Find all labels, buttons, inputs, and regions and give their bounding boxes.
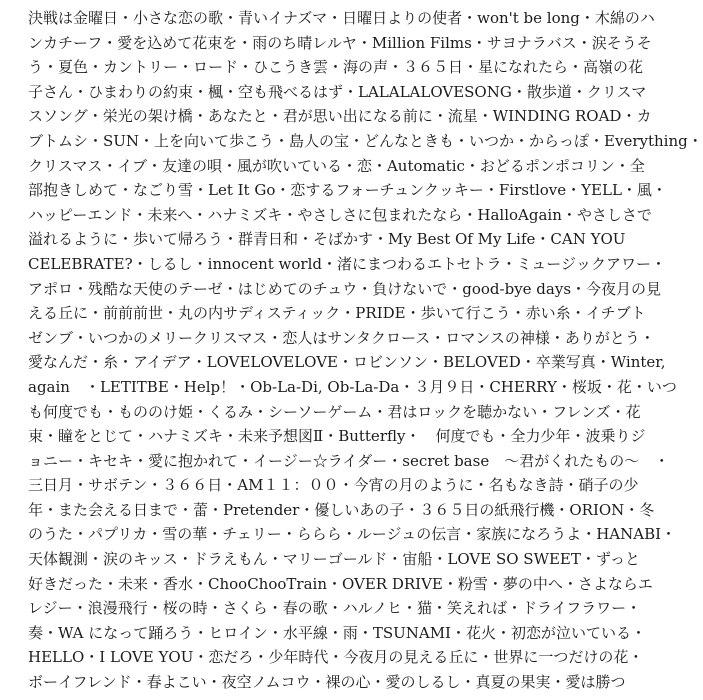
text-line: CELEBRATE?・しるし・innocent world・渚にまつわるエトセトラ・ミュージックアワー・ bbox=[28, 254, 666, 273]
text-line: アポロ・残酷な天使のテーゼ・はじめてのチュウ・負けないで・good-bye days・今夜月の見 bbox=[28, 279, 662, 298]
text-line: again ・LETITBE・Help！・Ob-La-Di, Ob-La-Da・３月９日・CHERRY・桜坂・花・いつ bbox=[28, 377, 677, 396]
text-line: 好きだった・未来・香水・ChooChooTrain・OVER DRIVE・粉雪・夢の中へ・さよならエ bbox=[28, 574, 653, 593]
text-line: 決戦は金曜日・小さな恋の歌・青いイナズマ・日曜日よりの使者・won't be long・木綿のハ bbox=[28, 9, 655, 27]
text-line: クリスマス・イブ・友達の唄・風が吹いている・恋・Automatic・おどるポンポコリン・全 bbox=[28, 156, 645, 175]
text-line: 三日月・サボテン・３６６日・AM１１：００・今宵の月のように・名もなき詩・硝子の少 bbox=[28, 476, 639, 495]
text-line: も何度でも・もののけ姫・くるみ・シーソーゲーム・君はロックを聴かない・フレンズ・花 bbox=[28, 402, 641, 421]
text-line: える丘に・前前前世・丸の内サディスティック・PRIDE・歩いて行こう・赤い糸・イチブト bbox=[28, 304, 646, 323]
text-line: う・夏色・カントリー・ロード・ひこうき雲・海の声・３６５日・星になれたら・高嶺の花 bbox=[28, 58, 644, 77]
text-line: 天体観測・涙のキッス・ドラえもん・マリーゴールド・宙船・LOVE SO SWEET・ずっと bbox=[28, 550, 640, 569]
text-line: HELLO・I LOVE YOU・恋だろ・少年時代・今夜月の見える丘に・世界に一つだけの花・ bbox=[28, 648, 644, 667]
text-line: 年・また会える日まで・蕾・Pretender・優しいあの子・３６５日の紙飛行機・ORION・冬 bbox=[28, 500, 655, 519]
text-line: ハッピーエンド・未来へ・ハナミズキ・やさしさに包まれたなら・HalloAgain・やさしさで bbox=[28, 205, 652, 224]
text-line: 溢れるように・歩いて帰ろう・群青日和・そばかす・My Best Of My Life・CAN YOU bbox=[28, 230, 626, 249]
text-line: ブトムシ・SUN・上を向いて歩こう・島人の宝・どんなときも・いつか・からっぽ・Everything・ bbox=[28, 131, 703, 150]
text-line: 子さん・ひまわりの約束・楓・空も飛べるはず・LALALALOVESONG・散歩道・クリスマ bbox=[28, 82, 647, 101]
text-line: レジー・浪漫飛行・桜の時・さくら・春の歌・ハルノヒ・猫・笑えれば・ドライフラワー・ bbox=[28, 599, 642, 618]
song-list-text bbox=[28, 6, 703, 695]
text-line: 束・瞳をとじて・ハナミズキ・未来予想図Ⅱ・Butterfly・ 何度でも・全力少年・波乗りジ bbox=[28, 427, 646, 446]
text-line: スソング・栄光の架け橋・あなたと・君が思い出になる前に・流星・WINDING ROAD・カ bbox=[28, 107, 652, 126]
text-line: ボーイフレンド・春よこい・夜空ノムコウ・裸の心・愛のしるし・真夏の果実・愛は勝つ bbox=[28, 673, 626, 692]
text-line: ョニー・キセキ・愛に抱かれて・イージー☆ライダー・secret base ～君がくれたもの～ ・ bbox=[28, 451, 670, 470]
text-line: ゼンブ・いつかのメリークリスマス・恋人はサンタクロース・ロマンスの神様・ありがとう・ bbox=[28, 328, 655, 347]
text-line: のうた・パプリカ・雪の華・チェリー・ららら・ルージュの伝言・家族になろうよ・HANABI・ bbox=[28, 525, 677, 544]
text-line: 部抱きしめて・なごり雪・Let It Go・恋するフォーチュンクッキー・Firstlove・YELL・風・ bbox=[28, 181, 667, 200]
text-line: ンカチーフ・愛を込めて花束を・雨のち晴レルヤ・Million Films・サヨナラバス・涙そうそ bbox=[28, 33, 652, 52]
text-line: 奏・WA になって踊ろう・ヒロイン・水平線・雨・TSUNAMI・花火・初恋が泣いている・ bbox=[28, 623, 646, 642]
text-line: 愛なんだ・糸・アイデア・LOVELOVELOVE・ロビンソン・BELOVED・卒業写真・Winter, bbox=[28, 353, 666, 372]
